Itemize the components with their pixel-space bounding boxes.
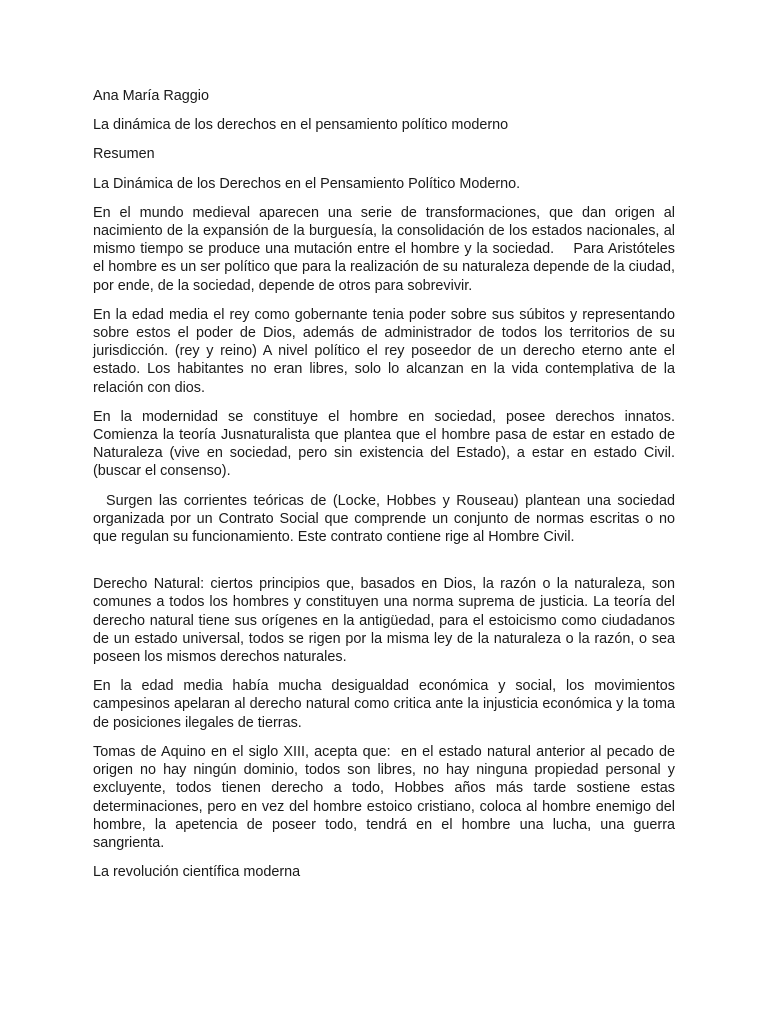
paragraph-social-contract: Surgen las corrientes teóricas de (Locke, Hobbes y Rouseau) plantean una sociedad organizada por un Contrato Social que comprende un conjunto de normas escritas o no que regulan su funcionamiento. Este contrato contiene rige al Hombre Civil. bbox=[93, 492, 679, 546]
paragraph-modernity: En la modernidad se constituye el hombre en sociedad, posee derechos innatos. Comienza la teoría Jusnaturalista que plantea que el hombre pasa de estar en estado de Naturaleza (vive en sociedad, pero sin existencia del Estado), a estar en estado Civil. (buscar el consenso). bbox=[93, 408, 675, 480]
paragraph-natural-law: Derecho Natural: ciertos principios que, basados en Dios, la razón o la naturaleza, son comunes a todos los hombres y constituyen una norma suprema de justicia. La teoría del derecho natural tiene sus orígenes en la antigüedad, para el estoicismo como ciudadanos de un estado universal, todos se rigen por la misma ley de la naturaleza o la razón, o sea poseen los mismos derechos naturales. bbox=[93, 576, 675, 666]
section-heading: Resumen bbox=[93, 146, 155, 163]
closing-heading: La revolución científica moderna bbox=[93, 864, 301, 881]
paragraph-inequality: En la edad media había mucha desigualdad económica y social, los movimientos campesinos apelaran al derecho natural como critica ante la injusticia económica y la toma de posiciones ilegales de tierras. bbox=[93, 678, 675, 731]
paragraph-aquinas: Tomas de Aquino en el siglo XIII, acepta que: en el estado natural anterior al pecado de origen no hay ningún dominio, todos son libres, no hay ninguna propiedad personal y excluyente, todos tienen derecho a todo, Hobbes años más tarde sostiene estas determinaciones, pero en vez del hombre estoico cristiano, coloca al hombre enemigo del hombre, la apetencia de poseer todo, tendrá en el hombre una lucha, una guerra sangrienta. bbox=[93, 743, 679, 851]
author-name: Ana María Raggio bbox=[93, 88, 209, 104]
blank-line bbox=[93, 557, 675, 575]
document-title: La dinámica de los derechos en el pensamiento político moderno bbox=[93, 117, 509, 134]
paragraph-medieval-world: En el mundo medieval aparecen una serie de transformaciones, que dan origen al nacimiento de la expansión de la burguesía, la consolidación de los estados nacionales, al mismo tiempo se produce una mutación entre el hombre y la sociedad. Para Aristóteles el hombre es un ser político que para la realización de su naturaleza depende de la ciudad, por ende, de la sociedad, depende de otros para sobrevivir. bbox=[93, 204, 679, 294]
document-subtitle: La Dinámica de los Derechos en el Pensamiento Político Moderno. bbox=[93, 175, 521, 192]
paragraph-middle-ages-king: En la edad media el rey como gobernante tenia poder sobre sus súbitos y representando sobre estos el poder de Dios, además de administrador de todos los territorios de su jurisdicción. (rey y reino) A nivel político el rey poseedor de un derecho eterno ante el estado. Los habitantes no eran libres, solo lo alcanzan en la vida contemplativa de la relación con dios. bbox=[93, 306, 675, 396]
